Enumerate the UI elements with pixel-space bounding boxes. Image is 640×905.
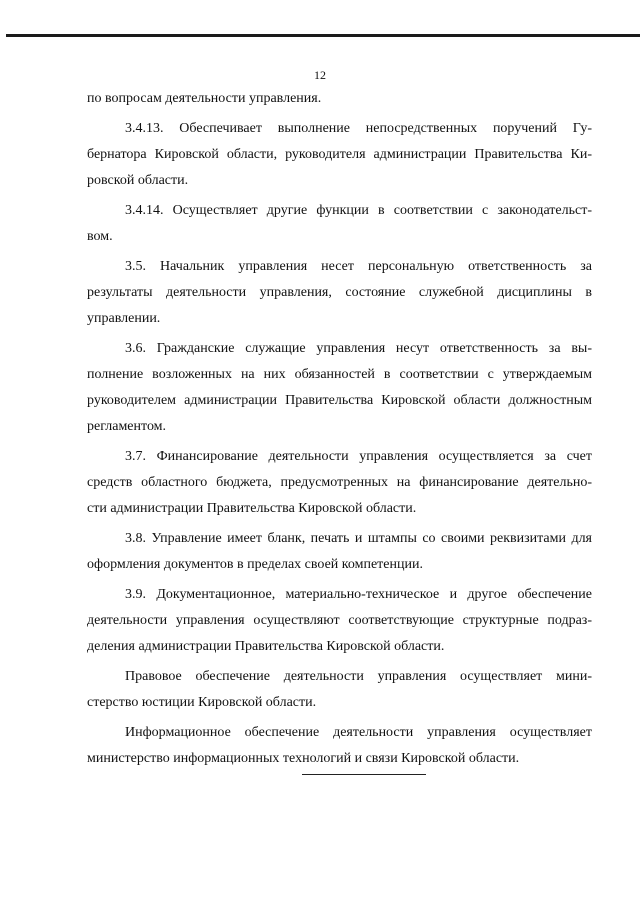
header-rule [6, 34, 640, 37]
text-line: вом. [87, 229, 113, 244]
end-of-document-rule [302, 774, 426, 775]
paragraph-3-5 [87, 254, 592, 332]
text-line: деления администрации Правительства Кировской области. [87, 639, 445, 654]
paragraph-continuation [87, 86, 592, 112]
text-line: 3.8. Управление имеет бланк, печать и штампы со своими реквизитами для [125, 531, 592, 546]
paragraph-3-4-14 [87, 198, 592, 250]
text-line: средств областного бюджета, предусмотренных на финансирование деятельно- [87, 475, 592, 490]
text-line: деятельности управления осуществляют соответствующие структурные подраз- [87, 613, 592, 628]
text-line: регламентом. [87, 419, 167, 434]
text-line: руководителем администрации Правительства Кировской области должностным [87, 393, 592, 408]
text-line: стерство юстиции Кировской области. [87, 695, 317, 710]
text-line: 3.4.14. Осуществляет другие функции в соответствии с законодательст- [125, 203, 592, 218]
text-line: министерство информационных технологий и связи Кировской области. [87, 751, 520, 766]
paragraph-3-9 [87, 582, 592, 660]
paragraph-3-6 [87, 336, 592, 440]
text-line: по вопросам деятельности управления. [87, 91, 322, 106]
text-line: 3.4.13. Обеспечивает выполнение непосредственных поручений Гу- [125, 121, 592, 136]
paragraph-legal-support [87, 664, 592, 716]
text-line: бернатора Кировской области, руководителя администрации Правительства Ки- [87, 147, 592, 162]
text-line: результаты деятельности управления, состояние служебной дисциплины в [87, 285, 592, 300]
text-line: Правовое обеспечение деятельности управления осуществляет мини- [125, 669, 592, 684]
paragraph-3-4-13 [87, 116, 592, 194]
paragraph-information-support [87, 720, 592, 772]
text-line: 3.5. Начальник управления несет персональную ответственность за [125, 259, 592, 274]
text-line: управлении. [87, 311, 161, 326]
text-line: сти администрации Правительства Кировской области. [87, 501, 417, 516]
text-line: полнение возложенных на них обязанностей в соответствии с утверждаемым [87, 367, 592, 382]
text-line: 3.9. Документационное, материально-техническое и другое обеспечение [125, 587, 592, 602]
paragraph-3-8 [87, 526, 592, 578]
text-line: 3.6. Гражданские служащие управления несут ответственность за вы- [125, 341, 592, 356]
text-line: оформления документов в пределах своей компетенции. [87, 557, 423, 572]
page-number: 12 [314, 68, 326, 82]
text-line: Информационное обеспечение деятельности управления осуществляет [125, 725, 592, 740]
text-line: ровской области. [87, 173, 189, 188]
text-line: 3.7. Финансирование деятельности управления осуществляется за счет [125, 449, 592, 464]
paragraph-3-7 [87, 444, 592, 522]
document-body [87, 86, 592, 776]
